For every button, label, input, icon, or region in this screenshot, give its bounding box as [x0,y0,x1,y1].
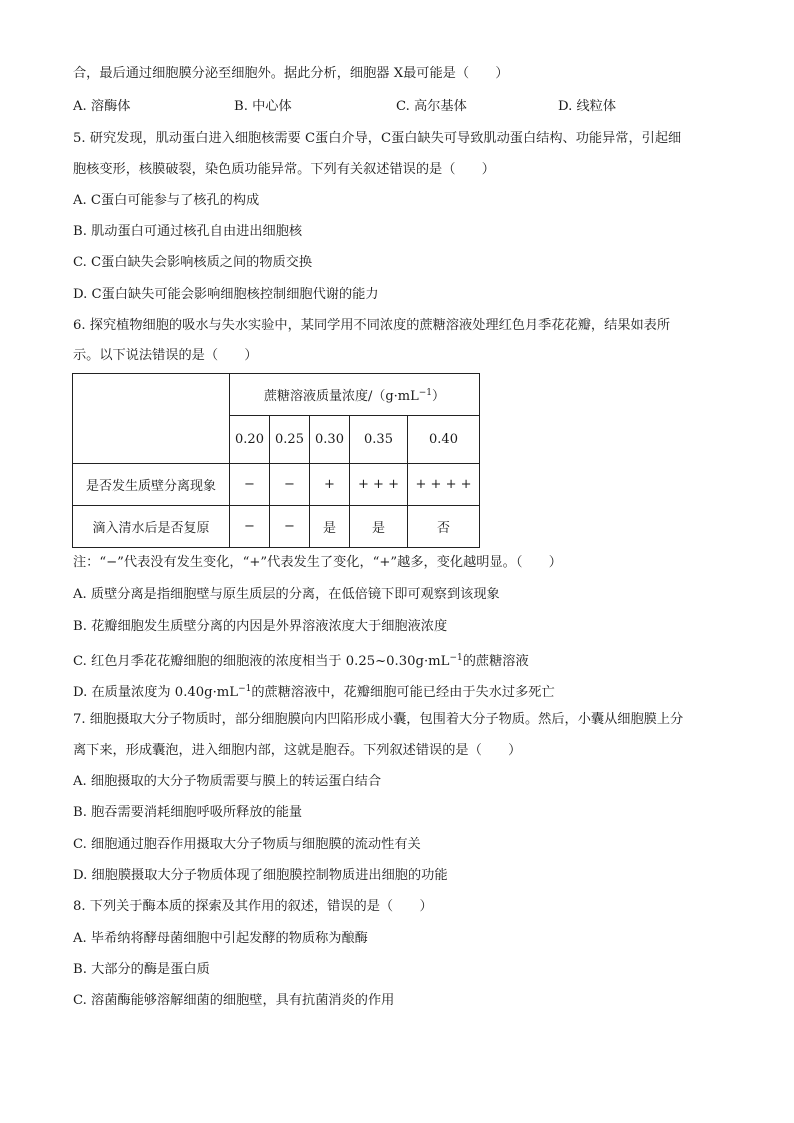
q7-stem-line1: 7. 细胞摄取大分子物质时，部分细胞膜向内凹陷形成小囊，包围着大分子物质。然后，小囊从细胞膜上分 [73,712,684,727]
q8-option-b: B. 大部分的酶是蛋白质 [73,962,210,977]
q7-option-d: D. 细胞膜摄取大分子物质体现了细胞膜控制物质进出细胞的功能 [73,868,448,883]
table-cell: 是 [350,506,408,548]
q8-option-c: C. 溶菌酶能够溶解细菌的细胞壁，具有抗菌消炎的作用 [73,993,395,1008]
q6-stem-line2: 示。以下说法错误的是（ ） [73,348,258,363]
table-cell: 是 [310,506,350,548]
table-conc-cell: 0.20 [230,416,270,464]
q5-option-c: C. C蛋白缺失会影响核质之间的物质交换 [73,255,313,270]
table-cell: + + + [350,464,408,506]
table-row [73,464,480,506]
sucrose-table [72,373,480,548]
table-row-label: 是否发生质壁分离现象 [73,464,230,506]
q8-stem: 8. 下列关于酶本质的探索及其作用的叙述，错误的是（ ） [73,899,433,914]
table-conc-cell: 0.30 [310,416,350,464]
q4-option-d: D. 线粒体 [558,99,617,114]
table-header-concentration: 蔗糖溶液质量浓度$/(g\cdot mL^{-1})$ [230,374,480,416]
q4-option-c: C. 高尔基体 [396,99,467,114]
table-row [73,506,480,548]
q4-option-b: B. 中心体 [234,99,292,114]
q4-options [73,97,753,117]
table-conc-cell: 0.25 [270,416,310,464]
q8-option-a: A. 毕希纳将酵母菌细胞中引起发酵的物质称为酿酶 [73,931,368,946]
table-conc-cell: 0.35 [350,416,408,464]
q4-option-a: A. 溶酶体 [73,99,131,114]
table-cell: − [270,464,310,506]
q7-option-c: C. 细胞通过胞吞作用摄取大分子物质与细胞膜的流动性有关 [73,837,421,852]
table-cell: 否 [408,506,480,548]
table-corner-cell [73,374,230,464]
q6-option-c: C. 红色月季花花瓣细胞的细胞液的浓度相当于 $0.25\sim 0.30g\cdot mL^{-1}$的蔗糖溶液 [73,653,529,669]
table-row-label: 滴入清水后是否复原 [73,506,230,548]
q5-stem-line1: 5. 研究发现，肌动蛋白进入细胞核需要 C蛋白介导，C蛋白缺失可导致肌动蛋白结构、功能异常，引起细 [73,131,682,146]
q6-option-a: A. 质壁分离是指细胞壁与原生质层的分离，在低倍镜下即可观察到该现象 [73,587,500,602]
q4-stem: 合，最后通过细胞膜分泌至细胞外。据此分析，细胞器 X最可能是（ ） [73,66,509,81]
q7-option-b: B. 胞吞需要消耗细胞呼吸所释放的能量 [73,805,303,820]
q5-option-d: D. C蛋白缺失可能会影响细胞核控制细胞代谢的能力 [73,287,379,302]
table-cell: + + + + [408,464,480,506]
table-cell: − [230,464,270,506]
q6-option-b: B. 花瓣细胞发生质壁分离的内因是外界溶液浓度大于细胞液浓度 [73,619,448,634]
table-conc-cell: 0.40 [408,416,480,464]
q6-stem-line1: 6. 探究植物细胞的吸水与失水实验中，某同学用不同浓度的蔗糖溶液处理红色月季花花瓣，结果如表所 [73,318,671,333]
q7-stem-line2: 离下来，形成囊泡，进入细胞内部，这就是胞吞。下列叙述错误的是（ ） [73,743,522,758]
q6-note: 注：“−”代表没有发生变化，“+”代表发生了变化，“+”越多，变化越明显。（ ） [73,555,562,570]
q5-stem-line2: 胞核变形，核膜破裂，染色质功能异常。下列有关叙述错误的是（ ） [73,162,495,177]
q5-option-a: A. C蛋白可能参与了核孔的构成 [73,193,260,208]
table-cell: + [310,464,350,506]
q7-option-a: A. 细胞摄取的大分子物质需要与膜上的转运蛋白结合 [73,774,382,789]
table-cell: − [230,506,270,548]
q6-option-d: D. 在质量浓度为 $0.40g\cdot mL^{-1}$的蔗糖溶液中，花瓣细胞可能已经由于失水过多死亡 [73,684,555,700]
table-cell: − [270,506,310,548]
q5-option-b: B. 肌动蛋白可通过核孔自由进出细胞核 [73,224,303,239]
